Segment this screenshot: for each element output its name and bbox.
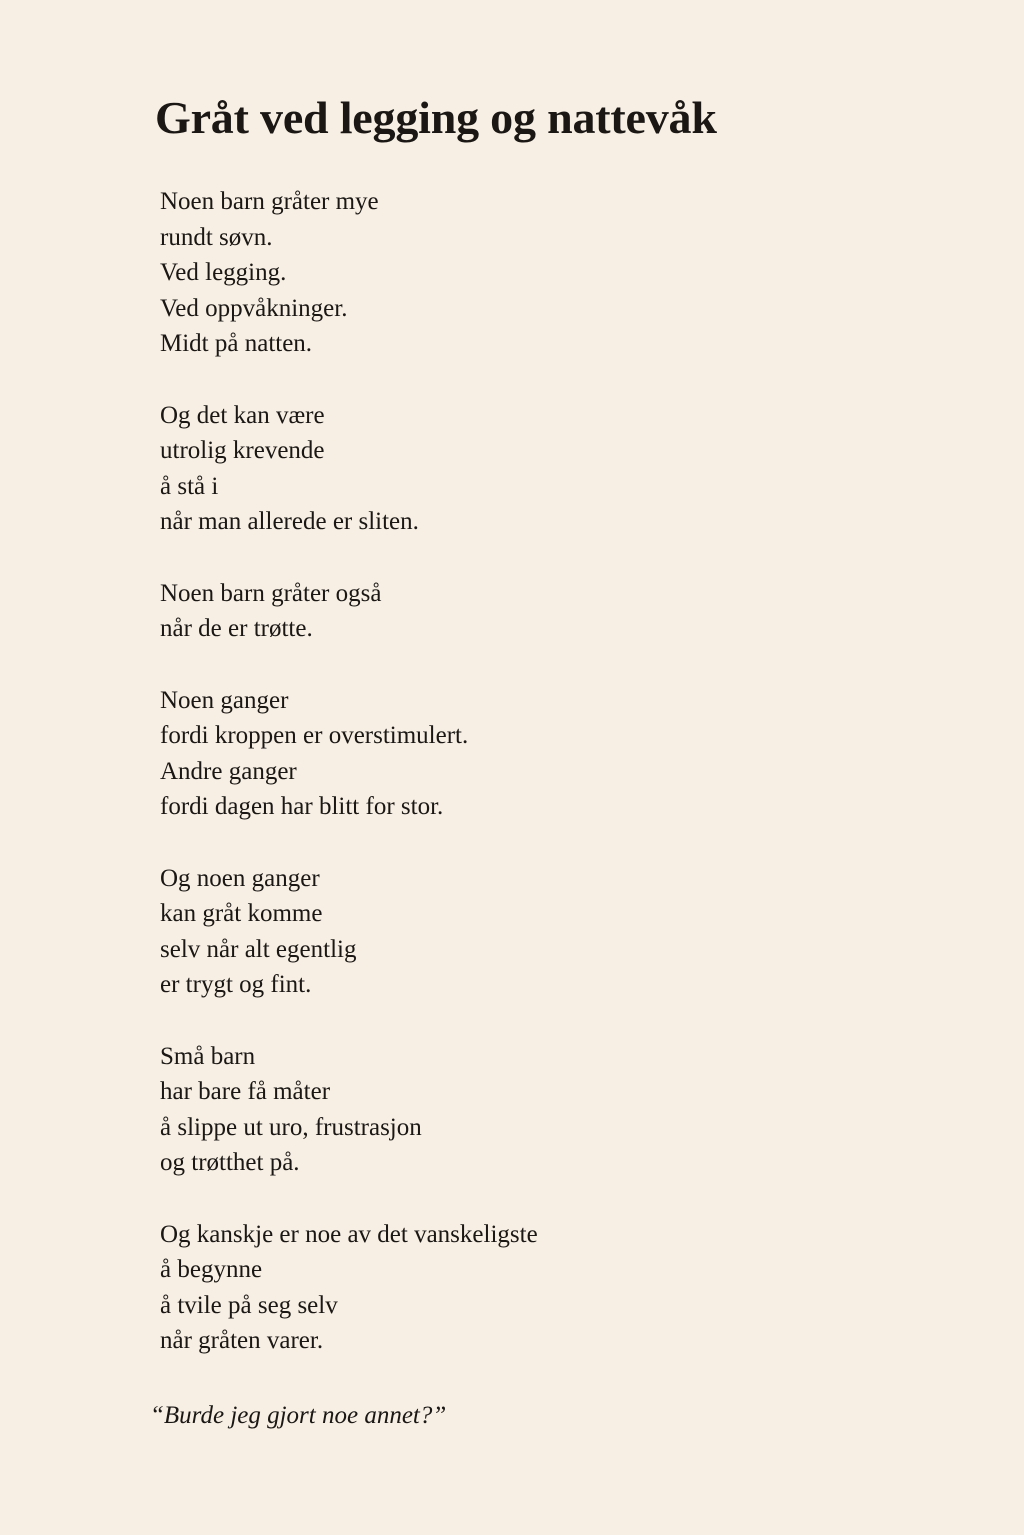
stanza-1: [160, 184, 920, 362]
poem-line: har bare få måter: [160, 1078, 331, 1105]
poem-line: fordi dagen har blitt for stor.: [160, 793, 444, 820]
poem-line: å tvile på seg selv: [160, 1291, 338, 1319]
poem-line: Andre ganger: [160, 757, 297, 785]
poem-line: Ved legging.: [160, 259, 287, 286]
poem-line: utrolig krevende: [160, 437, 325, 464]
poem-line: Noen barn gråter også: [160, 579, 382, 607]
poem-line: når man allerede er sliten.: [160, 508, 419, 535]
poem-line: og trøtthet på.: [160, 1149, 300, 1176]
stanza-6: [160, 1039, 920, 1181]
stanza-2: [160, 398, 920, 540]
poem-line: Og kanskje er noe av det vanskeligste: [160, 1220, 538, 1248]
poem-line: rundt søvn.: [160, 223, 273, 251]
poem-line: Og noen ganger: [160, 864, 320, 892]
poem-line: å slippe ut uro, frustrasjon: [160, 1113, 422, 1141]
poem-line: kan gråt komme: [160, 900, 323, 927]
poem-line: Små barn: [160, 1042, 256, 1070]
poem-line: å begynne: [160, 1256, 263, 1283]
poem-line: er trygt og fint.: [160, 971, 312, 998]
poem-line: Noen barn gråter mye: [160, 188, 379, 215]
poem-line: Ved oppvåkninger.: [160, 294, 348, 322]
poem-line: Midt på natten.: [160, 330, 313, 357]
poem-line: å stå i: [160, 472, 219, 500]
stanza-3: [160, 576, 920, 647]
poem-line: fordi kroppen er overstimulert.: [160, 722, 469, 749]
stanza-7: [160, 1217, 920, 1359]
closing-quote: “Burde jeg gjort noe annet?”: [150, 1402, 447, 1429]
poem-line: Noen ganger: [160, 686, 289, 714]
stanza-5: [160, 861, 920, 1003]
poem-body: [160, 184, 920, 1395]
page-title: Gråt ved legging og nattevåk: [155, 92, 717, 143]
poem-line: selv når alt egentlig: [160, 935, 357, 963]
poem-line: når de er trøtte.: [160, 615, 313, 642]
poem-line: Og det kan være: [160, 401, 325, 429]
poem-line: når gråten varer.: [160, 1327, 324, 1354]
stanza-4: [160, 683, 920, 825]
